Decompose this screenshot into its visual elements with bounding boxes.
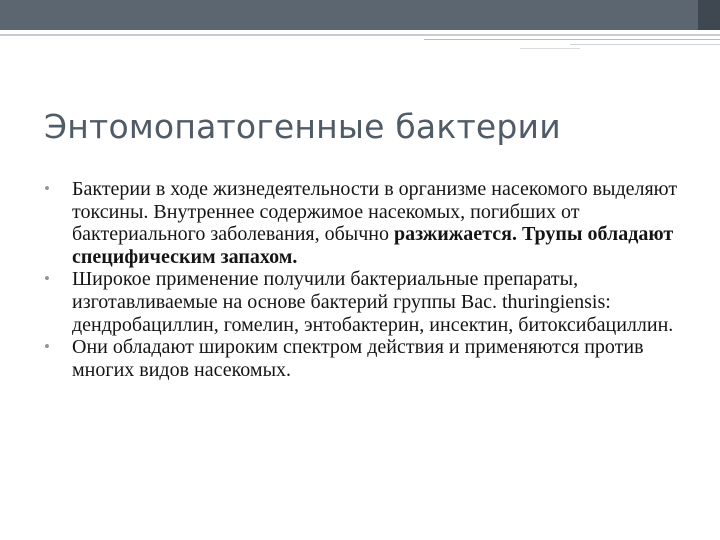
slide-title: Энтомопатогенные бактерии [44,107,561,146]
bullet-item [44,178,704,268]
bullet-text: Широкое применение получили бактериальные препараты, изготавливаемые на основе бактерий группы Bac. thuringiensis: дендробациллин, гомелин, энтобактерин, инсектин, битоксибациллин. [72,268,674,336]
bullet-item [44,336,704,381]
bullet-icon: • [44,179,50,198]
bullet-icon: • [44,337,50,357]
bullet-text-bold: разжижается. Трупы обладают специфическим запахом. [72,223,674,268]
bullet-text [72,178,704,268]
bullet-item [44,268,704,336]
bullet-icon: • [44,269,50,289]
decorative-line [424,39,720,40]
header-band [0,0,720,30]
bullet-text-regular: Бактерии в ходе жизнедеятельности в организме насекомого выделяют токсины. Внутреннее содержимое насекомых, погибших от бактериального заболевания, обычно [72,178,678,246]
decorative-line [0,34,720,36]
decorative-line [520,48,580,49]
bullet-list [44,178,704,381]
header-corner-block [698,0,720,30]
decorative-line [570,44,720,45]
bullet-text: Они обладают широким спектром действия и применяются против многих видов насекомых. [72,336,644,381]
